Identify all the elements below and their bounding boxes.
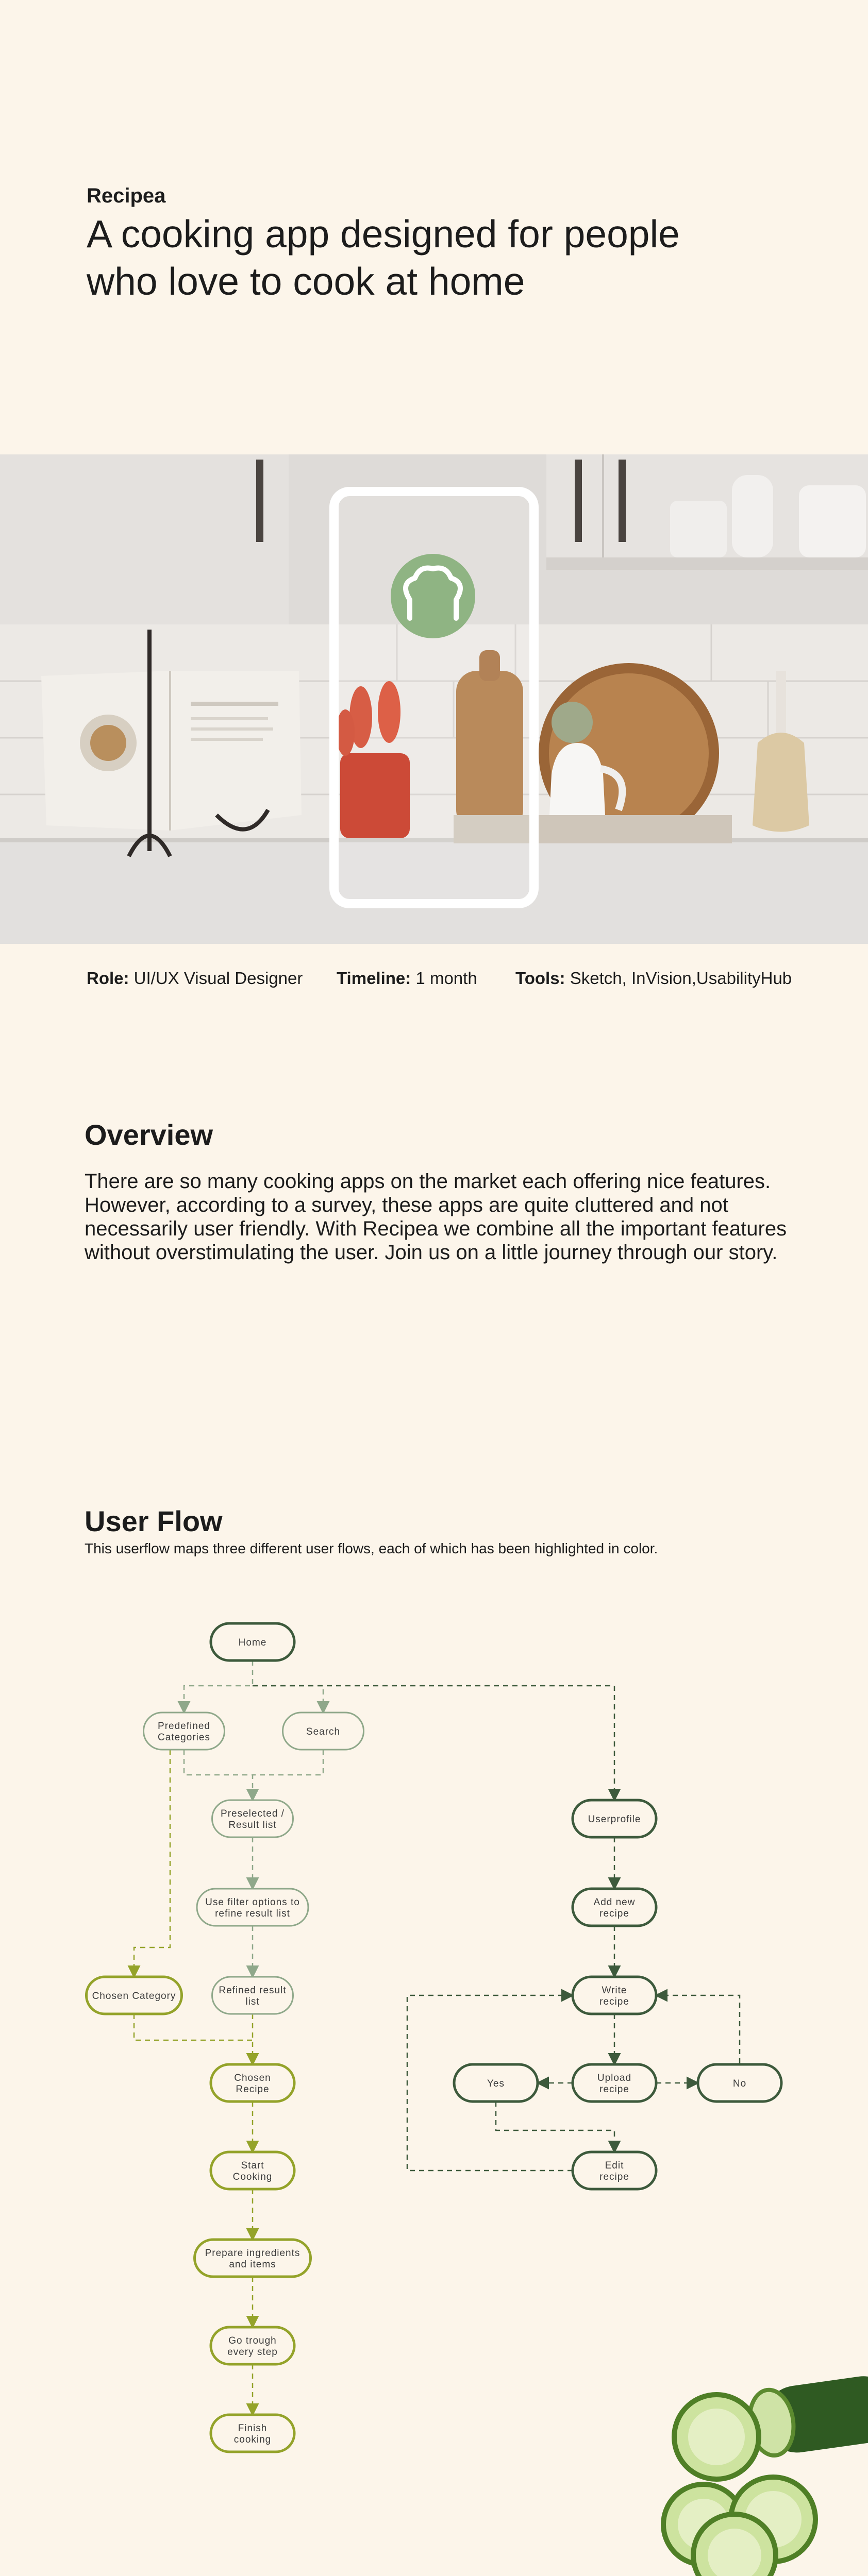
brand-name: Recipea (87, 184, 166, 207)
flow-node-start (211, 2152, 294, 2189)
flow-node-go-through (211, 2327, 294, 2364)
flow-node-label: Home (238, 1637, 267, 1648)
flow-connector (496, 2102, 614, 2151)
flow-node-label: Use filter options to (205, 1897, 300, 1908)
flow-node-label: refine result list (215, 1908, 290, 1919)
flow-node-prepare (195, 2240, 311, 2277)
flow-node-label: Result list (228, 1820, 277, 1831)
cucumber-decoration (655, 2365, 868, 2576)
headline-line-1: A cooking app designed for people (87, 212, 680, 256)
flow-node-label: every step (227, 2347, 278, 2358)
flow-node-label: Finish (238, 2423, 268, 2434)
flow-node-label: Prepare ingredients (205, 2248, 301, 2259)
timeline-value: 1 month (411, 969, 477, 988)
flow-node-yes (454, 2064, 538, 2102)
flow-node-chosen-recipe (211, 2064, 294, 2102)
flow-node-label: list (245, 1996, 260, 2007)
flow-connector (657, 1995, 740, 2063)
role-label: Role: (87, 969, 129, 988)
flow-node-label: Upload (597, 2073, 632, 2083)
flow-node-label: Categories (158, 1732, 210, 1743)
flow-connector (134, 1750, 170, 1976)
flow-node-label: Yes (487, 2078, 505, 2089)
flow-node-label: Go trough (228, 2335, 277, 2346)
headline-line-2: who love to cook at home (87, 260, 525, 303)
flow-node-label: Edit (605, 2160, 624, 2171)
flow-node-label: Predefined (158, 1721, 210, 1732)
overview-text: There are so many cooking apps on the market each offering nice features. However, according to a survey, these apps are quite cluttered and not necessarily user friendly. With Recipea we combine all the important features without overstimulating the user. Join us on a little journey through our story. (85, 1170, 787, 1264)
flow-node-write (573, 1977, 656, 2014)
flow-connector (253, 1750, 323, 1775)
flow-node-label: cooking (233, 2434, 272, 2445)
flow-node-no (698, 2064, 781, 2102)
tools-info (515, 969, 792, 988)
flow-node-label: Chosen Category (92, 1991, 176, 2002)
flow-connector (134, 2014, 253, 2040)
flow-node-label: recipe (599, 1908, 629, 1919)
chef-hat-icon (391, 554, 475, 638)
flow-node-label: Write (602, 1985, 627, 1996)
flow-node-label: Cooking (232, 2172, 273, 2182)
flow-node-upload (573, 2064, 656, 2102)
flow-node-label: Search (306, 1726, 341, 1737)
flow-node-search (283, 1713, 364, 1750)
flow-node-label: Preselected / (221, 1808, 285, 1819)
flow-connector (184, 1660, 253, 1711)
user-flow-title: User Flow (85, 1505, 223, 1537)
flow-node-filter (197, 1889, 308, 1926)
hero-image (0, 454, 868, 944)
flow-node-predefined (144, 1713, 225, 1750)
flow-node-label: No (732, 2078, 747, 2089)
flow-node-edit (573, 2152, 656, 2189)
flow-node-chosen-category (87, 1977, 182, 2014)
overview-title: Overview (85, 1118, 213, 1151)
flow-node-label: Recipe (236, 2084, 270, 2095)
flow-node-add-new (573, 1889, 656, 1926)
flow-connector (184, 1750, 253, 1799)
flow-node-home (211, 1623, 294, 1660)
flow-node-label: and items (229, 2259, 276, 2270)
tools-value: Sketch, InVision,UsabilityHub (565, 969, 792, 988)
user-flow-subtitle: This userflow maps three different user flows, each of which has been highlighted in color. (85, 1540, 658, 1556)
flow-node-label: Start (241, 2160, 264, 2171)
role-info (87, 969, 303, 988)
flow-node-refined (212, 1977, 293, 2014)
flow-node-preselected (212, 1800, 293, 1837)
timeline-info (337, 969, 477, 988)
flow-node-label: recipe (599, 2172, 629, 2182)
flow-connector (253, 1686, 323, 1711)
role-value: UI/UX Visual Designer (129, 969, 303, 988)
flow-node-label: recipe (599, 2084, 629, 2095)
flow-node-label: Add new (593, 1897, 636, 1908)
flow-node-label: Chosen (234, 2073, 271, 2083)
flow-node-userprofile (573, 1800, 656, 1837)
flow-node-finish (211, 2415, 294, 2452)
flow-node-label: recipe (599, 1996, 629, 2007)
headline (87, 210, 705, 305)
timeline-label: Timeline: (337, 969, 411, 988)
flow-node-label: Userprofile (588, 1814, 641, 1825)
flow-node-label: Refined result (219, 1985, 287, 1996)
tools-label: Tools: (515, 969, 565, 988)
